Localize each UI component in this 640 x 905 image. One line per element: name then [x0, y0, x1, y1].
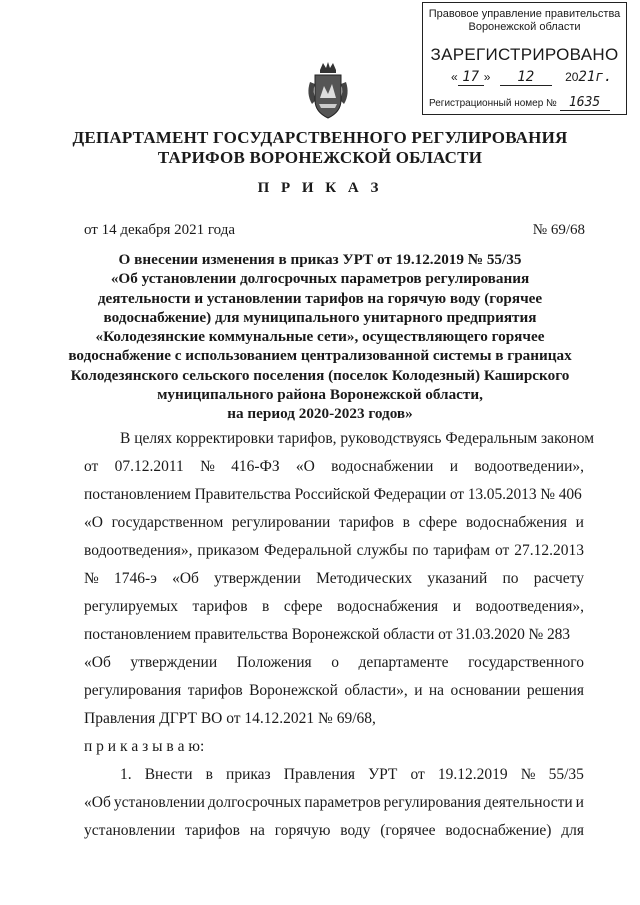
word: «О	[295, 458, 315, 475]
body-line: постановлением правительства Воронежской области от 31.03.2020 № 283	[84, 626, 570, 643]
word: №	[520, 766, 536, 783]
body-line: постановлением Правительства Российской Федерации от 13.05.2013 № 406	[84, 486, 582, 503]
stamp-org-line2: Воронежской области	[468, 21, 581, 33]
word: 1.	[120, 766, 132, 783]
word: службы	[356, 542, 408, 559]
word: регулирования	[84, 682, 182, 699]
word: департаменте	[358, 654, 449, 671]
word: 07.12.2011	[114, 458, 184, 475]
word: №	[200, 458, 215, 475]
stamp-year-suffix: 21г.	[578, 69, 613, 85]
body-line	[84, 822, 584, 840]
subject-line: О внесении изменения в приказ УРТ от 19.12.2019 № 55/35	[118, 251, 522, 268]
word: водоснабжения	[336, 598, 439, 615]
word: «Об	[84, 654, 111, 671]
word: водоотведения»,	[475, 598, 584, 615]
department-title-line1: ДЕПАРТАМЕНТ ГОСУДАРСТВЕННОГО РЕГУЛИРОВАНИЯ	[72, 128, 568, 147]
word: «Об	[172, 570, 199, 587]
registration-stamp	[422, 2, 627, 115]
word: тарифам	[433, 542, 491, 559]
word: установлении	[113, 794, 205, 811]
subject-line: водоснабжение с использованием централизованной системы в границах	[68, 347, 572, 365]
word: от	[410, 766, 425, 783]
word: о	[331, 654, 339, 671]
word: сфере	[418, 514, 458, 531]
body-line: Правления ДГРТ ВО от 14.12.2021 № 69/68,	[84, 710, 376, 727]
word: государственном	[111, 514, 224, 531]
stamp-org-line1: Правовое управление правительства	[428, 8, 621, 20]
word: и	[452, 598, 461, 615]
word: 1746-э	[114, 570, 157, 587]
word: регулировании	[231, 514, 331, 531]
stamp-reg-number-row	[429, 95, 620, 111]
stamp-day: 17	[458, 69, 484, 86]
word: тарифов	[187, 682, 243, 699]
word: основании	[450, 682, 521, 699]
body-line	[84, 598, 584, 616]
word: (горячее	[380, 822, 436, 839]
word: на	[249, 822, 265, 839]
word: в	[205, 766, 213, 783]
word: расчету	[533, 570, 584, 587]
word: указаний	[427, 570, 488, 587]
word: Положения	[236, 654, 312, 671]
word: решения	[526, 682, 584, 699]
subject-line: «Колодезянские коммунальные сети», осуществляющего горячее	[95, 328, 545, 346]
word: водоотведении»,	[474, 458, 584, 475]
word: тарифов	[192, 598, 248, 615]
word: воду	[340, 822, 371, 839]
word: утверждении	[214, 570, 301, 587]
word: Федеральной	[264, 542, 352, 559]
stamp-registered-label: ЗАРЕГИСТРИРОВАНО	[430, 45, 619, 64]
word: для	[561, 822, 584, 839]
word: Внести	[144, 766, 193, 783]
word: «Об	[84, 794, 111, 811]
body-line	[84, 682, 584, 700]
stamp-organization	[423, 8, 626, 34]
subject-line: водоснабжение) для муниципального унитарного предприятия	[103, 308, 537, 326]
subject-line: Колодезянского сельского поселения (поселок Колодезный) Каширского	[70, 366, 570, 384]
word: приказ	[226, 766, 271, 783]
word: 19.12.2019	[437, 766, 508, 783]
word: тарифов	[338, 514, 394, 531]
word: 27.12.2013	[514, 542, 584, 559]
body-line	[84, 514, 584, 532]
order-subject	[0, 250, 640, 424]
body-line	[84, 458, 584, 476]
word: регулирования	[383, 794, 481, 811]
word: «О	[84, 514, 103, 531]
subject-line: на период 2020-2023 годов»	[227, 405, 413, 423]
word: в	[262, 598, 270, 615]
body-line	[84, 542, 584, 560]
word: 416-ФЗ	[231, 458, 280, 475]
word: установлении	[84, 822, 176, 839]
word: и	[449, 458, 459, 475]
word: в	[402, 514, 410, 531]
word: государственного	[468, 654, 584, 671]
word: приказом	[197, 542, 260, 559]
word: от	[495, 542, 510, 559]
body-line	[84, 794, 584, 812]
stamp-month: 12	[500, 69, 552, 86]
word: водоотведения»,	[84, 542, 193, 559]
word: Методических	[316, 570, 413, 587]
order-date: от 14 декабря 2021 года	[84, 222, 236, 238]
word: УРТ	[368, 766, 398, 783]
body-line: В целях корректировки тарифов, руководствуясь Федеральным законом	[120, 430, 595, 447]
word: 55/35	[548, 766, 584, 783]
body-line	[120, 766, 584, 784]
word: №	[84, 570, 99, 587]
body-line	[84, 570, 584, 588]
stamp-reg-number: 1635	[560, 95, 610, 111]
word: и	[575, 514, 584, 531]
subject-line: муниципального района Воронежской области,	[157, 386, 483, 404]
subject-line: деятельности и установлении тарифов на горячую воду (горячее	[97, 289, 543, 307]
word: тарифов	[184, 822, 240, 839]
department-title-line2: ТАРИФОВ ВОРОНЕЖСКОЙ ОБЛАСТИ	[157, 148, 483, 167]
word: по	[502, 570, 519, 587]
word: и	[575, 794, 584, 811]
coat-of-arms-icon	[306, 60, 350, 122]
body-line	[84, 654, 584, 672]
word: горячую	[274, 822, 331, 839]
word: деятельности	[483, 794, 573, 811]
word: водоснабжении	[331, 458, 434, 475]
word: регулируемых	[84, 598, 179, 615]
word: Воронежской	[249, 682, 338, 699]
order-number: № 69/68	[532, 222, 585, 238]
word: утверждении	[130, 654, 218, 671]
stamp-date: « 17 » 12 2021г.	[451, 69, 613, 85]
word: на	[428, 682, 445, 699]
word: от	[84, 458, 99, 475]
word: сфере	[283, 598, 323, 615]
word: области»,	[344, 682, 408, 699]
word: параметров	[304, 794, 381, 811]
subject-line: «Об установлении долгосрочных параметров регулирования	[110, 270, 530, 288]
word: водоснабжения	[465, 514, 568, 531]
document-type: П Р И К А З	[257, 180, 383, 196]
word: и	[414, 682, 423, 699]
order-word: п р и к а з ы в а ю:	[84, 738, 205, 755]
stamp-reg-number-label: Регистрационный номер №	[429, 98, 557, 109]
word: водоснабжение)	[445, 822, 552, 839]
stamp-year-prefix: 20	[565, 70, 579, 84]
word: Правления	[283, 766, 356, 783]
word: по	[412, 542, 429, 559]
word: долгосрочных	[207, 794, 302, 811]
